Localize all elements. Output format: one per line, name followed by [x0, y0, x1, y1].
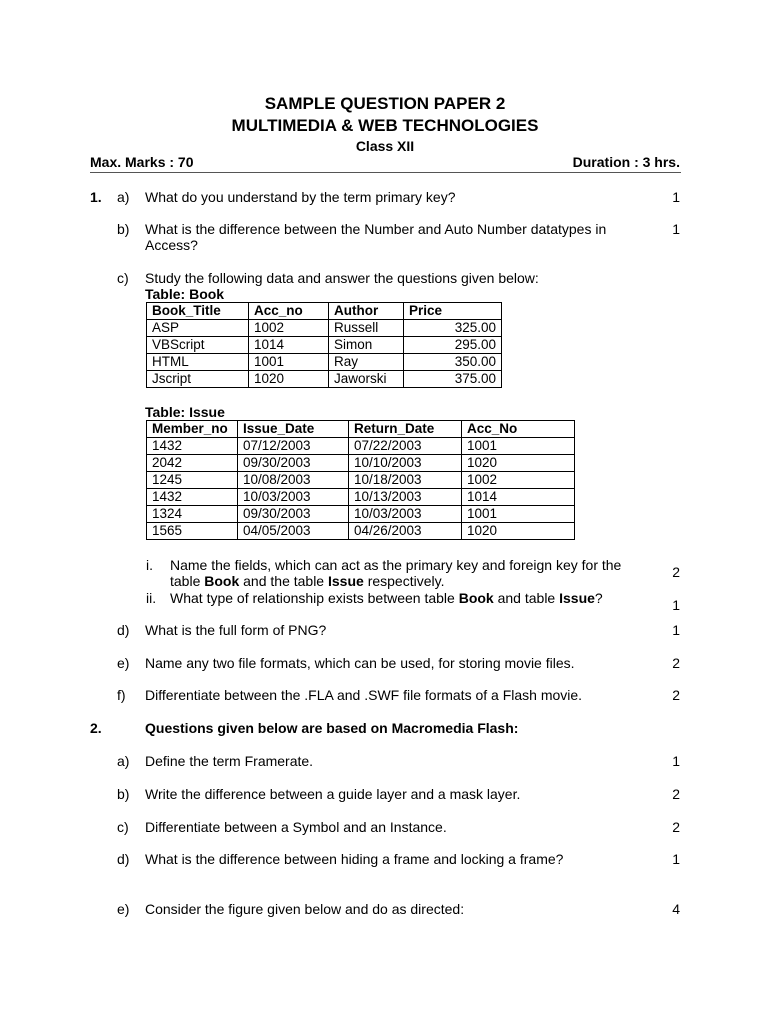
q1c-ii-text: [170, 590, 603, 606]
max-marks: Max. Marks : 70: [90, 154, 194, 170]
table-cell: 1001: [462, 506, 575, 523]
q1f-label: f): [117, 687, 126, 703]
table-cell: Russell: [329, 320, 404, 337]
table-cell: 07/22/2003: [349, 438, 462, 455]
q2c-text: Differentiate between a Symbol and an Instance.: [145, 819, 447, 835]
table-cell: 1432: [147, 489, 238, 506]
table-cell: Simon: [329, 337, 404, 354]
q2-number: 2.: [90, 720, 102, 736]
q2d-text: What is the difference between hiding a frame and locking a frame?: [145, 851, 564, 867]
header-rule: [90, 172, 681, 173]
table-cell: 1014: [249, 337, 329, 354]
q1b-label: b): [117, 221, 130, 237]
book-table-header-row: [147, 303, 502, 320]
q2-heading: Questions given below are based on Macromedia Flash:: [145, 720, 519, 736]
issue-table-caption: Table: Issue: [145, 404, 225, 420]
book-table: [146, 302, 502, 388]
q1c-ii-marks: 1: [672, 597, 680, 613]
q1c-i-text-part: table: [170, 573, 205, 589]
table-cell: 1020: [462, 455, 575, 472]
table-cell: 375.00: [404, 371, 502, 388]
table-row: [147, 438, 575, 455]
table-cell: 1432: [147, 438, 238, 455]
q1c-ii-bold-issue: Issue: [559, 590, 595, 606]
table-row: [147, 354, 502, 371]
table-cell: 1001: [462, 438, 575, 455]
table-cell: 1324: [147, 506, 238, 523]
issue-table-header-row: [147, 421, 575, 438]
q1-number: 1.: [90, 189, 102, 205]
table-row: [147, 489, 575, 506]
table-row: [147, 455, 575, 472]
table-cell: 325.00: [404, 320, 502, 337]
table-row: [147, 320, 502, 337]
table-cell: HTML: [147, 354, 249, 371]
q1c-ii-label: ii.: [146, 590, 157, 606]
q1a-marks: 1: [672, 189, 680, 205]
paper-title: SAMPLE QUESTION PAPER 2: [264, 94, 506, 113]
issue-header-return-date: Return_Date: [349, 421, 462, 438]
book-header-title: Book_Title: [147, 303, 249, 320]
q2e-marks: 4: [672, 901, 680, 917]
issue-header-member: Member_no: [147, 421, 238, 438]
q1c-i-bold-issue: Issue: [328, 573, 364, 589]
q2b-text: Write the difference between a guide layer and a mask layer.: [145, 786, 521, 802]
q2b-label: b): [117, 786, 130, 802]
q1f-text: Differentiate between the .FLA and .SWF file formats of a Flash movie.: [145, 687, 583, 703]
subject-title: MULTIMEDIA & WEB TECHNOLOGIES: [231, 116, 539, 135]
q1b-line2: Access?: [145, 237, 198, 253]
table-cell: 1014: [462, 489, 575, 506]
q1c-i-text-part: respectively.: [363, 573, 445, 589]
table-cell: ASP: [147, 320, 249, 337]
table-cell: Jaworski: [329, 371, 404, 388]
book-header-acc: Acc_no: [249, 303, 329, 320]
issue-table: [146, 420, 575, 540]
q1c-label: c): [117, 270, 129, 286]
table-cell: 1245: [147, 472, 238, 489]
issue-header-issue-date: Issue_Date: [238, 421, 349, 438]
table-cell: 10/18/2003: [349, 472, 462, 489]
table-cell: 1001: [249, 354, 329, 371]
table-cell: 04/05/2003: [238, 523, 349, 540]
q2d-marks: 1: [672, 851, 680, 867]
q1d-marks: 1: [672, 622, 680, 638]
table-cell: 07/12/2003: [238, 438, 349, 455]
q2a-text: Define the term Framerate.: [145, 753, 314, 769]
table-cell: Ray: [329, 354, 404, 371]
q2e-label: e): [117, 901, 130, 917]
q1b-line1: What is the difference between the Number and Auto Number datatypes in: [145, 221, 607, 237]
table-cell: 2042: [147, 455, 238, 472]
q1e-text: Name any two file formats, which can be used, for storing movie files.: [145, 655, 575, 671]
q1a-text: What do you understand by the term primary key?: [145, 189, 456, 205]
q2b-marks: 2: [672, 786, 680, 802]
q1c-i-marks: 2: [672, 564, 680, 580]
q1c-ii-text-part: What type of relationship exists between table: [170, 590, 459, 606]
table-row: [147, 523, 575, 540]
table-cell: 1020: [462, 523, 575, 540]
table-cell: Jscript: [147, 371, 249, 388]
table-row: [147, 472, 575, 489]
table-row: [147, 337, 502, 354]
book-header-price: Price: [404, 303, 502, 320]
table-cell: 10/03/2003: [238, 489, 349, 506]
q1f-marks: 2: [672, 687, 680, 703]
q1d-label: d): [117, 622, 130, 638]
q1b-marks: 1: [672, 221, 680, 237]
q2a-marks: 1: [672, 753, 680, 769]
book-header-author: Author: [329, 303, 404, 320]
q1e-marks: 2: [672, 655, 680, 671]
table-cell: 1002: [462, 472, 575, 489]
q1d-text: What is the full form of PNG?: [145, 622, 327, 638]
q1c-i-line1: Name the fields, which can act as the primary key and foreign key for the: [170, 557, 622, 573]
table-cell: 10/10/2003: [349, 455, 462, 472]
q2e-text: Consider the figure given below and do as directed:: [145, 901, 465, 917]
duration: Duration : 3 hrs.: [572, 154, 680, 170]
issue-header-acc: Acc_No: [462, 421, 575, 438]
table-cell: 1002: [249, 320, 329, 337]
q1a-label: a): [117, 189, 130, 205]
q2c-marks: 2: [672, 819, 680, 835]
table-cell: 04/26/2003: [349, 523, 462, 540]
table-cell: 295.00: [404, 337, 502, 354]
q1c-ii-text-part: and table: [493, 590, 560, 606]
q1c-text: Study the following data and answer the questions given below:: [145, 270, 539, 286]
q1c-i-line2: [170, 573, 444, 589]
q2d-label: d): [117, 851, 130, 867]
q1c-ii-text-part: ?: [594, 590, 603, 606]
q1c-i-bold-book: Book: [204, 573, 240, 589]
q1c-i-label: i.: [146, 557, 153, 573]
table-row: [147, 506, 575, 523]
table-cell: 10/08/2003: [238, 472, 349, 489]
table-cell: 09/30/2003: [238, 455, 349, 472]
table-cell: 1565: [147, 523, 238, 540]
q1c-ii-bold-book: Book: [458, 590, 494, 606]
q2a-label: a): [117, 753, 130, 769]
table-cell: 350.00: [404, 354, 502, 371]
table-row: [147, 371, 502, 388]
table-cell: 1020: [249, 371, 329, 388]
q2c-label: c): [117, 819, 129, 835]
class-label: Class XII: [355, 138, 415, 154]
book-table-caption: Table: Book: [145, 286, 225, 302]
table-cell: 10/13/2003: [349, 489, 462, 506]
q1e-label: e): [117, 655, 130, 671]
table-cell: VBScript: [147, 337, 249, 354]
q1c-i-text-part: and the table: [239, 573, 328, 589]
table-cell: 10/03/2003: [349, 506, 462, 523]
table-cell: 09/30/2003: [238, 506, 349, 523]
